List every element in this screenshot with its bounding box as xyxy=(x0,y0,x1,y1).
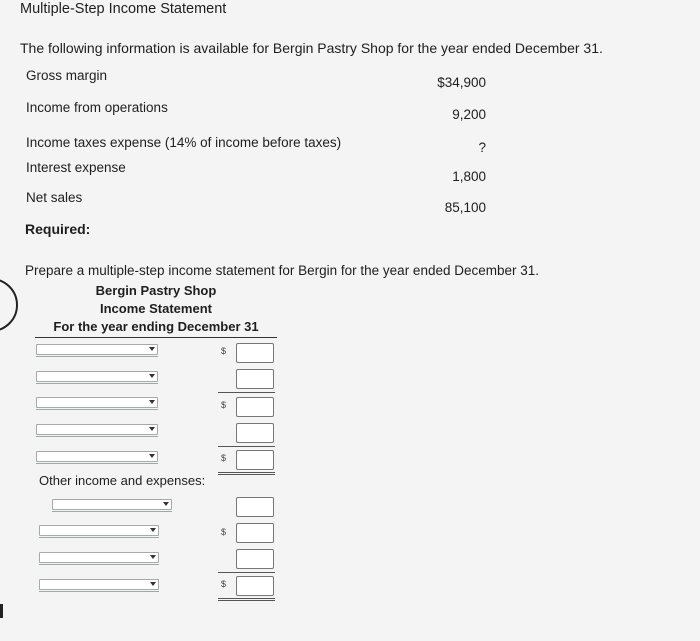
line-item-select-3[interactable] xyxy=(36,397,158,408)
given-value-income-from-operations: 9,200 xyxy=(452,107,486,122)
given-label-income-from-operations: Income from operations xyxy=(26,100,168,115)
total-double-rule xyxy=(218,472,275,475)
intro-text: The following information is available for Bergin Pastry Shop for the year ended December 31. xyxy=(20,40,603,56)
side-bracket-mark xyxy=(0,278,18,332)
other-item-select-3[interactable] xyxy=(39,552,159,563)
line-item-select-1[interactable] xyxy=(36,344,158,355)
statement-period: For the year ending December 31 xyxy=(53,319,259,334)
chevron-down-icon xyxy=(150,528,156,532)
subtotal-rule xyxy=(218,446,275,447)
other-amount-input-2[interactable] xyxy=(236,523,274,543)
select-underline xyxy=(36,383,158,384)
line-item-select-4[interactable] xyxy=(36,424,158,435)
chevron-down-icon xyxy=(149,427,155,431)
other-amount-input-4[interactable] xyxy=(236,576,274,596)
chevron-down-icon xyxy=(149,374,155,378)
total-double-rule xyxy=(218,598,275,601)
dollar-sign: $ xyxy=(221,346,227,356)
select-underline xyxy=(39,537,159,538)
other-income-expenses-label: Other income and expenses: xyxy=(39,473,206,488)
select-underline xyxy=(36,463,158,464)
chevron-down-icon xyxy=(163,502,169,506)
required-heading: Required: xyxy=(25,221,91,237)
given-value-income-taxes-expense: ? xyxy=(478,140,486,155)
header-divider xyxy=(35,337,277,338)
dollar-sign: $ xyxy=(221,453,227,463)
statement-title: Income Statement xyxy=(100,301,212,316)
given-label-income-taxes-expense: Income taxes expense (14% of income before taxes) xyxy=(26,135,342,150)
dollar-sign: $ xyxy=(221,400,227,410)
subtotal-rule xyxy=(218,572,275,573)
amount-input-3[interactable] xyxy=(236,397,274,417)
chevron-down-icon xyxy=(149,347,155,351)
given-label-gross-margin: Gross margin xyxy=(26,68,108,83)
other-amount-input-1[interactable] xyxy=(236,497,274,517)
chevron-down-icon xyxy=(150,582,156,586)
given-value-interest-expense: 1,800 xyxy=(452,169,486,184)
given-label-interest-expense: Interest expense xyxy=(26,160,126,175)
subtotal-rule xyxy=(218,392,275,393)
select-underline xyxy=(39,564,159,565)
given-value-net-sales: 85,100 xyxy=(444,200,486,215)
select-underline xyxy=(52,511,172,512)
chevron-down-icon xyxy=(149,400,155,404)
select-underline xyxy=(39,591,159,592)
page-title: Multiple-Step Income Statement xyxy=(20,1,227,17)
amount-input-4[interactable] xyxy=(236,423,274,443)
dollar-sign: $ xyxy=(221,527,227,537)
line-item-select-2[interactable] xyxy=(36,371,158,382)
line-item-select-5[interactable] xyxy=(36,451,158,462)
chevron-down-icon xyxy=(149,454,155,458)
other-item-select-2[interactable] xyxy=(39,525,159,536)
chevron-down-icon xyxy=(150,555,156,559)
edge-marker xyxy=(0,604,3,618)
select-underline xyxy=(36,436,158,437)
other-amount-input-3[interactable] xyxy=(236,549,274,569)
amount-input-2[interactable] xyxy=(236,369,274,389)
select-underline xyxy=(36,356,158,357)
select-underline xyxy=(36,409,158,410)
given-value-gross-margin: $34,900 xyxy=(437,75,486,90)
dollar-sign: $ xyxy=(221,579,227,589)
amount-input-1[interactable] xyxy=(236,343,274,363)
other-item-select-4[interactable] xyxy=(39,579,159,590)
amount-input-5[interactable] xyxy=(236,450,274,470)
other-item-select-1[interactable] xyxy=(52,499,172,510)
given-label-net-sales: Net sales xyxy=(26,190,83,205)
statement-company-name: Bergin Pastry Shop xyxy=(95,283,217,298)
instruction-text: Prepare a multiple-step income statement for Bergin for the year ended December 31. xyxy=(25,263,540,278)
